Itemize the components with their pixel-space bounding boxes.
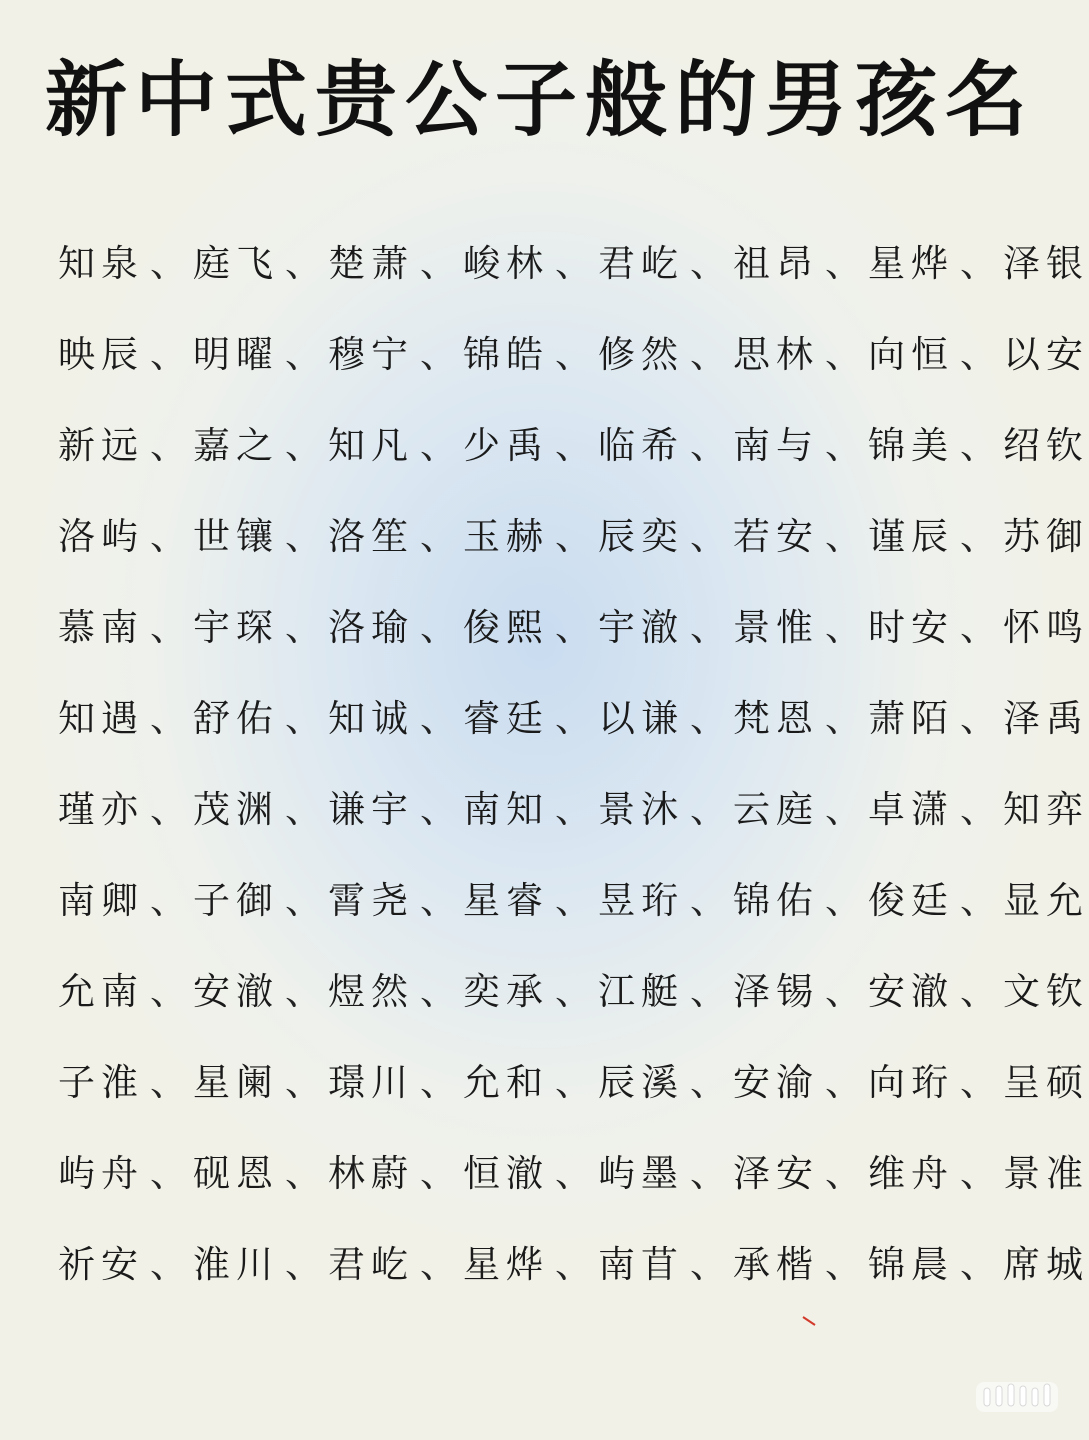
name-text: 时安	[868, 605, 954, 649]
separator: 、	[420, 241, 457, 285]
separator: 、	[690, 423, 727, 467]
separator: 、	[690, 514, 727, 558]
name-entry	[58, 415, 193, 469]
name-entry	[598, 233, 733, 287]
name-text: 锦晨	[868, 1242, 954, 1286]
separator: 、	[825, 1242, 862, 1286]
separator: 、	[420, 787, 457, 831]
name-text: 屿舟	[58, 1151, 144, 1195]
name-text: 峻林	[463, 241, 549, 285]
name-entry	[1003, 870, 1089, 924]
name-text: 锦佑	[733, 878, 819, 922]
separator: 、	[555, 787, 592, 831]
name-entry	[598, 779, 733, 833]
separator: 、	[420, 1060, 457, 1104]
name-row	[58, 1033, 1089, 1124]
separator: 、	[825, 787, 862, 831]
name-text: 子淮	[58, 1060, 144, 1104]
name-text: 星阑	[193, 1060, 279, 1104]
name-text: 明曜	[193, 332, 279, 376]
name-text: 俊廷	[868, 878, 954, 922]
name-row	[58, 942, 1089, 1033]
name-entry	[463, 415, 598, 469]
separator: 、	[960, 969, 997, 1013]
separator: 、	[960, 605, 997, 649]
name-entry	[58, 961, 193, 1015]
name-entry	[463, 870, 598, 924]
name-text: 苏御	[1003, 514, 1089, 558]
name-text: 君屹	[598, 241, 684, 285]
separator: 、	[150, 969, 187, 1013]
name-entry	[1003, 1143, 1089, 1197]
name-text: 奕承	[463, 969, 549, 1013]
name-text: 林蔚	[328, 1151, 414, 1195]
separator: 、	[690, 1151, 727, 1195]
name-entry	[463, 597, 598, 651]
name-text: 子御	[193, 878, 279, 922]
name-text: 景沐	[598, 787, 684, 831]
red-mark-icon	[802, 1316, 816, 1326]
name-text: 谨辰	[868, 514, 954, 558]
separator: 、	[690, 787, 727, 831]
name-entry	[1003, 415, 1089, 469]
name-entry	[193, 233, 328, 287]
separator: 、	[960, 787, 997, 831]
name-text: 萧陌	[868, 696, 954, 740]
separator: 、	[555, 423, 592, 467]
name-text: 若安	[733, 514, 819, 558]
separator: 、	[690, 878, 727, 922]
name-entry	[598, 597, 733, 651]
separator: 、	[825, 878, 862, 922]
name-entry	[868, 415, 1003, 469]
separator: 、	[285, 878, 322, 922]
name-text: 南知	[463, 787, 549, 831]
separator: 、	[555, 514, 592, 558]
name-entry	[58, 1143, 193, 1197]
separator: 、	[555, 1060, 592, 1104]
name-entry	[1003, 961, 1089, 1015]
separator: 、	[420, 514, 457, 558]
separator: 、	[960, 878, 997, 922]
name-entry	[868, 1052, 1003, 1106]
name-text: 泽银	[1003, 241, 1089, 285]
name-entry	[193, 870, 328, 924]
name-text: 思林	[733, 332, 819, 376]
separator: 、	[825, 969, 862, 1013]
name-entry	[598, 688, 733, 742]
name-entry	[463, 233, 598, 287]
name-text: 映辰	[58, 332, 144, 376]
page-title: 新中式贵公子般的男孩名	[44, 52, 1035, 148]
name-row	[58, 396, 1089, 487]
separator: 、	[960, 1242, 997, 1286]
name-text: 知泉	[58, 241, 144, 285]
separator: 、	[690, 1242, 727, 1286]
name-text: 绍钦	[1003, 423, 1089, 467]
separator: 、	[690, 1060, 727, 1104]
separator: 、	[555, 241, 592, 285]
name-entry	[598, 1052, 733, 1106]
separator: 、	[960, 1151, 997, 1195]
separator: 、	[420, 969, 457, 1013]
name-text: 安澈	[868, 969, 954, 1013]
name-text: 煜然	[328, 969, 414, 1013]
separator: 、	[960, 332, 997, 376]
name-text: 梵恩	[733, 696, 819, 740]
name-entry	[733, 597, 868, 651]
name-entry	[58, 870, 193, 924]
name-text: 文钦	[1003, 969, 1089, 1013]
name-entry	[868, 506, 1003, 560]
separator: 、	[285, 696, 322, 740]
separator: 、	[555, 605, 592, 649]
name-entry	[328, 1052, 463, 1106]
separator: 、	[960, 423, 997, 467]
name-text: 砚恩	[193, 1151, 279, 1195]
name-entry	[328, 961, 463, 1015]
name-entry	[58, 779, 193, 833]
name-text: 慕南	[58, 605, 144, 649]
name-entry	[193, 688, 328, 742]
separator: 、	[690, 241, 727, 285]
separator: 、	[285, 1242, 322, 1286]
name-entry	[463, 961, 598, 1015]
name-text: 知诚	[328, 696, 414, 740]
watermark-logo	[974, 1378, 1060, 1416]
name-text: 以安	[1003, 332, 1089, 376]
name-entry	[868, 1234, 1003, 1288]
name-entry	[58, 506, 193, 560]
name-row	[58, 1124, 1089, 1215]
name-entry	[193, 506, 328, 560]
name-text: 以谦	[598, 696, 684, 740]
name-entry	[1003, 1052, 1089, 1106]
name-row	[58, 487, 1089, 578]
name-entry	[1003, 1234, 1089, 1288]
name-text: 安澈	[193, 969, 279, 1013]
separator: 、	[420, 332, 457, 376]
name-text: 允南	[58, 969, 144, 1013]
separator: 、	[150, 605, 187, 649]
name-text: 允和	[463, 1060, 549, 1104]
separator: 、	[285, 514, 322, 558]
name-entry	[193, 1052, 328, 1106]
name-entry	[868, 779, 1003, 833]
separator: 、	[825, 605, 862, 649]
name-list	[58, 214, 1089, 1306]
name-entry	[328, 779, 463, 833]
name-text: 安渝	[733, 1060, 819, 1104]
separator: 、	[690, 969, 727, 1013]
separator: 、	[150, 1242, 187, 1286]
name-entry	[328, 597, 463, 651]
name-entry	[463, 1234, 598, 1288]
name-entry	[868, 961, 1003, 1015]
name-entry	[328, 870, 463, 924]
name-row	[58, 1215, 1089, 1306]
name-text: 宇琛	[193, 605, 279, 649]
name-entry	[733, 324, 868, 378]
separator: 、	[150, 514, 187, 558]
name-entry	[1003, 688, 1089, 742]
name-text: 席城	[1003, 1242, 1089, 1286]
separator: 、	[150, 696, 187, 740]
name-entry	[598, 961, 733, 1015]
name-entry	[58, 688, 193, 742]
name-entry	[193, 1234, 328, 1288]
name-text: 世镶	[193, 514, 279, 558]
separator: 、	[825, 1060, 862, 1104]
name-text: 瑾亦	[58, 787, 144, 831]
separator: 、	[690, 332, 727, 376]
name-entry	[868, 688, 1003, 742]
name-text: 承楷	[733, 1242, 819, 1286]
name-text: 怀鸣	[1003, 605, 1089, 649]
separator: 、	[690, 605, 727, 649]
name-row	[58, 760, 1089, 851]
name-entry	[598, 1234, 733, 1288]
name-text: 屿墨	[598, 1151, 684, 1195]
separator: 、	[825, 696, 862, 740]
name-text: 淮川	[193, 1242, 279, 1286]
name-entry	[463, 324, 598, 378]
name-entry	[868, 233, 1003, 287]
name-entry	[733, 870, 868, 924]
name-text: 谦宇	[328, 787, 414, 831]
separator: 、	[960, 241, 997, 285]
name-text: 泽锡	[733, 969, 819, 1013]
name-entry	[598, 506, 733, 560]
name-entry	[463, 1052, 598, 1106]
name-text: 知遇	[58, 696, 144, 740]
name-entry	[598, 324, 733, 378]
separator: 、	[150, 241, 187, 285]
name-text: 显允	[1003, 878, 1089, 922]
name-text: 洛瑜	[328, 605, 414, 649]
name-text: 泽安	[733, 1151, 819, 1195]
separator: 、	[420, 1242, 457, 1286]
separator: 、	[150, 423, 187, 467]
separator: 、	[285, 969, 322, 1013]
name-entry	[1003, 779, 1089, 833]
name-entry	[328, 233, 463, 287]
separator: 、	[285, 241, 322, 285]
name-text: 穆宁	[328, 332, 414, 376]
separator: 、	[285, 1151, 322, 1195]
separator: 、	[420, 878, 457, 922]
name-entry	[733, 1234, 868, 1288]
name-row	[58, 851, 1089, 942]
name-entry	[328, 415, 463, 469]
separator: 、	[150, 787, 187, 831]
name-text: 君屹	[328, 1242, 414, 1286]
name-entry	[733, 1052, 868, 1106]
name-entry	[733, 779, 868, 833]
name-text: 知凡	[328, 423, 414, 467]
name-entry	[868, 1143, 1003, 1197]
separator: 、	[960, 696, 997, 740]
name-text: 星烨	[868, 241, 954, 285]
name-row	[58, 578, 1089, 669]
name-entry	[58, 1052, 193, 1106]
name-entry	[868, 597, 1003, 651]
name-row	[58, 669, 1089, 760]
name-entry	[193, 779, 328, 833]
name-text: 璟川	[328, 1060, 414, 1104]
separator: 、	[690, 696, 727, 740]
name-text: 呈硕	[1003, 1060, 1089, 1104]
name-text: 楚萧	[328, 241, 414, 285]
name-text: 修然	[598, 332, 684, 376]
name-entry	[463, 1143, 598, 1197]
separator: 、	[150, 878, 187, 922]
name-text: 嘉之	[193, 423, 279, 467]
name-text: 俊熙	[463, 605, 549, 649]
separator: 、	[825, 332, 862, 376]
name-text: 辰奕	[598, 514, 684, 558]
name-entry	[328, 324, 463, 378]
name-text: 知弈	[1003, 787, 1089, 831]
name-text: 庭飞	[193, 241, 279, 285]
name-text: 南与	[733, 423, 819, 467]
name-entry	[58, 233, 193, 287]
separator: 、	[420, 605, 457, 649]
separator: 、	[555, 1242, 592, 1286]
separator: 、	[285, 332, 322, 376]
separator: 、	[150, 1060, 187, 1104]
name-text: 景惟	[733, 605, 819, 649]
name-entry	[598, 870, 733, 924]
name-entry	[193, 324, 328, 378]
name-entry	[463, 688, 598, 742]
name-text: 少禹	[463, 423, 549, 467]
name-text: 新远	[58, 423, 144, 467]
separator: 、	[285, 787, 322, 831]
name-text: 临希	[598, 423, 684, 467]
name-entry	[733, 1143, 868, 1197]
separator: 、	[555, 696, 592, 740]
name-text: 玉赫	[463, 514, 549, 558]
name-text: 睿廷	[463, 696, 549, 740]
separator: 、	[285, 1060, 322, 1104]
name-entry	[463, 506, 598, 560]
separator: 、	[960, 514, 997, 558]
separator: 、	[960, 1060, 997, 1104]
name-text: 江艇	[598, 969, 684, 1013]
name-entry	[1003, 506, 1089, 560]
separator: 、	[420, 696, 457, 740]
separator: 、	[555, 332, 592, 376]
name-text: 南卿	[58, 878, 144, 922]
name-entry	[1003, 324, 1089, 378]
name-text: 霄尧	[328, 878, 414, 922]
name-entry	[868, 324, 1003, 378]
name-entry	[463, 779, 598, 833]
name-entry	[733, 961, 868, 1015]
separator: 、	[150, 1151, 187, 1195]
separator: 、	[150, 332, 187, 376]
name-text: 景准	[1003, 1151, 1089, 1195]
separator: 、	[285, 423, 322, 467]
name-text: 辰溪	[598, 1060, 684, 1104]
name-entry	[598, 1143, 733, 1197]
name-text: 恒澈	[463, 1151, 549, 1195]
name-text: 卓潇	[868, 787, 954, 831]
name-entry	[193, 1143, 328, 1197]
name-text: 洛笙	[328, 514, 414, 558]
name-entry	[1003, 233, 1089, 287]
name-entry	[328, 688, 463, 742]
name-text: 茂渊	[193, 787, 279, 831]
name-entry	[733, 688, 868, 742]
name-text: 宇澈	[598, 605, 684, 649]
separator: 、	[420, 423, 457, 467]
name-text: 星烨	[463, 1242, 549, 1286]
name-entry	[58, 324, 193, 378]
name-text: 祖昂	[733, 241, 819, 285]
separator: 、	[555, 1151, 592, 1195]
name-text: 昱珩	[598, 878, 684, 922]
name-text: 向恒	[868, 332, 954, 376]
name-text: 锦皓	[463, 332, 549, 376]
name-entry	[1003, 597, 1089, 651]
name-entry	[58, 1234, 193, 1288]
name-entry	[328, 506, 463, 560]
name-entry	[733, 233, 868, 287]
name-text: 舒佑	[193, 696, 279, 740]
name-entry	[868, 870, 1003, 924]
name-entry	[733, 415, 868, 469]
separator: 、	[825, 423, 862, 467]
separator: 、	[420, 1151, 457, 1195]
name-entry	[58, 597, 193, 651]
name-text: 云庭	[733, 787, 819, 831]
separator: 、	[555, 878, 592, 922]
name-text: 向珩	[868, 1060, 954, 1104]
name-entry	[328, 1234, 463, 1288]
name-entry	[328, 1143, 463, 1197]
name-row	[58, 214, 1089, 305]
separator: 、	[825, 241, 862, 285]
name-text: 维舟	[868, 1151, 954, 1195]
name-text: 星睿	[463, 878, 549, 922]
name-entry	[733, 506, 868, 560]
name-row	[58, 305, 1089, 396]
name-text: 南苜	[598, 1242, 684, 1286]
name-entry	[193, 597, 328, 651]
name-text: 泽禹	[1003, 696, 1089, 740]
separator: 、	[825, 1151, 862, 1195]
name-text: 锦美	[868, 423, 954, 467]
separator: 、	[285, 605, 322, 649]
name-entry	[193, 961, 328, 1015]
name-text: 洛屿	[58, 514, 144, 558]
separator: 、	[555, 969, 592, 1013]
name-entry	[193, 415, 328, 469]
name-entry	[598, 415, 733, 469]
name-text: 祈安	[58, 1242, 144, 1286]
separator: 、	[825, 514, 862, 558]
